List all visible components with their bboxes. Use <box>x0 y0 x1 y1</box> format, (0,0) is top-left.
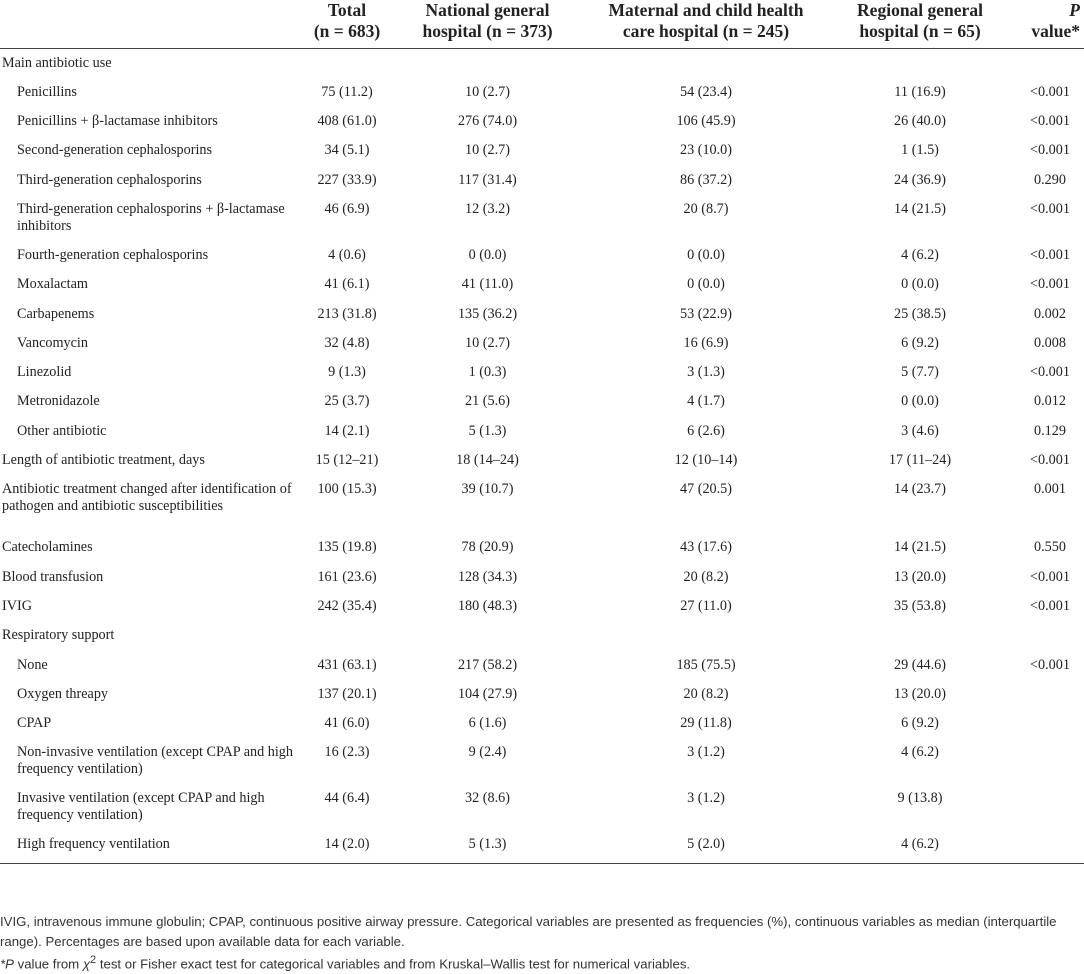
row-label: IVIG <box>2 597 32 614</box>
cell-total: 135 (19.8) <box>317 539 377 556</box>
cell-total: 25 (3.7) <box>324 393 370 410</box>
cell-p-value: <0.001 <box>1030 142 1070 159</box>
cell-total: 14 (2.0) <box>297 830 397 863</box>
table-row <box>0 680 1084 709</box>
row-label: Penicillins <box>17 83 77 100</box>
cell-national: 128 (34.3) <box>457 568 518 585</box>
row-label: Length of antibiotic treatment, days <box>2 452 205 469</box>
cell-maternal: 5 (2.0) <box>578 830 834 863</box>
cell-total: 137 (20.1) <box>317 685 377 702</box>
row-label: Carbapenems <box>17 305 95 322</box>
cell-total: 44 (6.4) <box>324 790 370 807</box>
header-national-line2: hospital (n = 373) <box>422 21 553 41</box>
table-row <box>0 475 1084 533</box>
cell-p-value: <0.001 <box>1030 246 1070 263</box>
header-regional-line2: hospital (n = 65) <box>859 21 981 41</box>
row-label: None <box>17 656 48 673</box>
cell-total: 34 (5.1) <box>324 142 370 159</box>
cell-regional: 13 (20.0) <box>893 685 946 702</box>
row-label: Third-generation cephalosporins <box>17 171 202 188</box>
cell-regional: 14 (23.7) <box>893 481 946 498</box>
header-regional-line1: Regional general <box>857 0 983 20</box>
row-label: Oxygen threapy <box>17 685 109 702</box>
cell-maternal: 29 (11.8) <box>680 715 732 732</box>
cell-national: 217 (58.2) <box>457 656 518 673</box>
cell-maternal: 0 (0.0) <box>687 276 725 293</box>
cell-maternal: 27 (11.0) <box>680 597 732 614</box>
cell-national: 41 (11.0) <box>461 276 514 293</box>
row-label: Blood transfusion <box>2 568 104 585</box>
cell-total: 75 (11.2) <box>321 83 373 100</box>
cell-regional: 6 (9.2) <box>901 715 939 732</box>
table-row <box>0 651 1084 680</box>
cell-national: 180 (48.3) <box>457 597 518 614</box>
table-row <box>0 136 1084 165</box>
cell-p-value: <0.001 <box>1030 364 1070 381</box>
header-maternal-line1: Maternal and child health <box>608 0 804 20</box>
table-row <box>0 830 1084 863</box>
cell-regional: 35 (53.8) <box>893 597 946 614</box>
row-label: Invasive ventilation (except CPAP and high frequency ventilation) <box>17 790 265 824</box>
cell-national: 10 (2.7) <box>465 83 510 100</box>
table-row <box>0 563 1084 592</box>
cell-total: 431 (63.1) <box>317 656 377 673</box>
cell-total: 242 (35.4) <box>317 597 377 614</box>
cell-p-value: <0.001 <box>1030 276 1070 293</box>
cell-national: 1 (0.3) <box>468 364 507 381</box>
cell-total: 4 (0.6) <box>328 246 366 263</box>
cell-national: 10 (2.7) <box>465 142 510 159</box>
cell-p-value: <0.001 <box>1030 200 1070 217</box>
cell-maternal <box>578 49 834 78</box>
cell-regional <box>834 621 1006 650</box>
row-label: Antibiotic treatment changed after identification of pathogen and antibiotic susceptibilities <box>2 481 292 515</box>
cell-national: 0 (0.0) <box>468 246 507 263</box>
table-row <box>0 784 1084 830</box>
row-label: Non-invasive ventilation (except CPAP and high frequency ventilation) <box>17 744 293 778</box>
cell-total: 14 (2.1) <box>324 422 370 439</box>
cell-national: 276 (74.0) <box>457 113 518 130</box>
table-row <box>0 166 1084 195</box>
footnote-chi-symbol: χ <box>82 956 91 972</box>
cell-maternal: 86 (37.2) <box>679 171 732 188</box>
cell-regional: 5 (7.7) <box>901 364 939 381</box>
header-p-value <box>1006 0 1084 49</box>
cell-maternal: 23 (10.0) <box>679 142 732 159</box>
table-row <box>0 709 1084 738</box>
cell-p-value: <0.001 <box>1030 113 1070 130</box>
cell-total <box>297 49 397 78</box>
cell-maternal: 20 (8.2) <box>683 568 729 585</box>
cell-national: 5 (1.3) <box>468 422 507 439</box>
footnote-p-mid: value from <box>13 956 83 972</box>
cell-p-value: <0.001 <box>1030 656 1070 673</box>
cell-regional: 26 (40.0) <box>893 113 946 130</box>
cell-national: 5 (1.3) <box>397 830 578 863</box>
row-label: Main antibiotic use <box>2 55 112 71</box>
cell-total: 16 (2.3) <box>324 744 370 761</box>
header-p-line1: P <box>1069 0 1080 20</box>
table-row <box>0 533 1084 562</box>
cell-regional: 4 (6.2) <box>834 830 1006 863</box>
cell-p-value <box>1006 49 1084 78</box>
table-footnotes <box>0 912 1084 974</box>
footnote-p-value <box>0 951 1084 974</box>
cell-maternal: 106 (45.9) <box>676 113 736 130</box>
cell-total: 32 (4.8) <box>324 334 370 351</box>
cell-maternal: 3 (1.2) <box>687 744 725 761</box>
cell-total <box>297 621 397 650</box>
cell-total: 100 (15.3) <box>317 481 377 498</box>
row-label: High frequency ventilation <box>0 830 297 863</box>
cell-national: 12 (3.2) <box>465 200 510 217</box>
cell-maternal: 6 (2.6) <box>687 422 725 439</box>
cell-regional: 14 (21.5) <box>893 200 946 217</box>
row-label: Third-generation cephalosporins + β-lactamase inhibitors <box>17 200 285 234</box>
cell-p-value: <0.001 <box>1030 568 1070 585</box>
row-label: Other antibiotic <box>17 422 107 439</box>
cell-p-value <box>1006 709 1084 738</box>
cell-regional: 0 (0.0) <box>901 393 939 410</box>
cell-regional: 14 (21.5) <box>893 539 946 556</box>
cell-national: 39 (10.7) <box>461 481 514 498</box>
cell-p-value: 0.129 <box>1034 422 1066 439</box>
header-label <box>0 0 297 49</box>
cell-national <box>397 49 578 78</box>
header-maternal-line2: care hospital (n = 245) <box>622 21 790 41</box>
row-label: CPAP <box>17 715 52 732</box>
cell-p-value <box>1006 784 1084 830</box>
row-label: Linezolid <box>17 364 72 381</box>
cell-maternal: 185 (75.5) <box>676 656 736 673</box>
cell-maternal: 54 (23.4) <box>679 83 732 100</box>
header-total <box>297 0 397 49</box>
table-row <box>0 592 1084 621</box>
cell-maternal <box>578 621 834 650</box>
cell-maternal: 20 (8.2) <box>683 685 729 702</box>
table-row <box>0 329 1084 358</box>
cell-regional: 3 (4.6) <box>901 422 939 439</box>
cell-p-value <box>1006 621 1084 650</box>
footnote-p-symbol: *P <box>0 956 14 972</box>
row-label: Metronidazole <box>17 393 100 410</box>
header-total-line2 <box>314 21 380 41</box>
cell-national: 6 (1.6) <box>468 715 507 732</box>
cell-p-value: <0.001 <box>1030 597 1070 614</box>
row-label: Catecholamines <box>2 539 93 556</box>
cell-regional: 24 (36.9) <box>893 171 946 188</box>
table-row <box>0 387 1084 416</box>
cell-total: 9 (1.3) <box>328 364 366 381</box>
cell-regional: 4 (6.2) <box>901 246 939 263</box>
cell-maternal: 4 (1.7) <box>687 393 725 410</box>
header-national <box>397 0 578 49</box>
footnote-p-rest: test or Fisher exact test for categorical variables and from Kruskal–Wallis test for numerical variables. <box>96 956 691 972</box>
cell-national: 78 (20.9) <box>461 539 514 556</box>
cell-national: 21 (5.6) <box>465 393 510 410</box>
cell-p-value: <0.001 <box>1030 83 1070 100</box>
table-body <box>0 49 1084 864</box>
cell-maternal: 3 (1.2) <box>687 790 725 807</box>
header-total-line2-text: (n = 683) <box>313 21 381 41</box>
row-label: Vancomycin <box>17 334 88 351</box>
cell-p-value: 0.001 <box>1034 481 1066 498</box>
cell-p-value: 0.002 <box>1034 305 1066 322</box>
header-regional <box>834 0 1006 49</box>
footnote-abbreviations: IVIG, intravenous immune globulin; CPAP, continuous positive airway pressure. Categorical variables are presented as frequencies (%), continuous variables as median (interquartile range). Percentages are based upon available data for each variable. <box>0 914 1057 949</box>
table-row <box>0 300 1084 329</box>
cell-maternal: 43 (17.6) <box>679 539 732 556</box>
cell-national: 9 (2.4) <box>468 744 507 761</box>
header-national-line1: National general <box>425 0 550 20</box>
cell-national: 104 (27.9) <box>457 685 518 702</box>
cell-national <box>397 621 578 650</box>
cell-national: 32 (8.6) <box>465 790 510 807</box>
cell-maternal: 0 (0.0) <box>687 246 725 263</box>
cell-maternal: 12 (10–14) <box>674 452 738 469</box>
cell-maternal: 20 (8.7) <box>683 200 729 217</box>
table-row <box>0 358 1084 387</box>
cell-total: 161 (23.6) <box>317 568 377 585</box>
header-maternal <box>578 0 834 49</box>
table-row <box>0 270 1084 299</box>
cell-p-value <box>1006 738 1084 784</box>
row-label: Second-generation cephalosporins <box>17 142 213 159</box>
table-row <box>0 78 1084 107</box>
cell-total: 408 (61.0) <box>317 113 377 130</box>
cell-total: 46 (6.9) <box>324 200 370 217</box>
table-row <box>0 241 1084 270</box>
cell-p-value: 0.550 <box>1034 539 1066 556</box>
cell-regional: 17 (11–24) <box>888 452 952 469</box>
cell-regional: 1 (1.5) <box>901 142 939 159</box>
row-label: Penicillins + β-lactamase inhibitors <box>17 113 218 130</box>
cell-regional: 0 (0.0) <box>901 276 939 293</box>
cell-national: 18 (14–24) <box>456 452 519 469</box>
table-row <box>0 107 1084 136</box>
cell-national: 135 (36.2) <box>457 305 518 322</box>
cell-p-value: 0.290 <box>1034 171 1066 188</box>
table-row <box>0 417 1084 446</box>
table-row <box>0 621 1084 650</box>
header-row <box>0 0 1084 49</box>
cell-maternal: 3 (1.3) <box>687 364 725 381</box>
cell-total: 41 (6.0) <box>324 715 370 732</box>
cell-regional: 29 (44.6) <box>893 656 946 673</box>
table-row <box>0 49 1084 78</box>
cell-regional: 25 (38.5) <box>893 305 946 322</box>
cell-national: 117 (31.4) <box>458 171 517 188</box>
cell-maternal: 47 (20.5) <box>679 481 732 498</box>
cell-regional: 13 (20.0) <box>893 568 946 585</box>
cell-regional: 9 (13.8) <box>897 790 943 807</box>
cell-national: 10 (2.7) <box>465 334 510 351</box>
cell-total: 41 (6.1) <box>324 276 370 293</box>
cell-p-value <box>1006 680 1084 709</box>
header-p-line2: value* <box>1031 21 1080 41</box>
header-total-line1: Total <box>327 0 367 20</box>
row-label: Respiratory support <box>2 627 115 644</box>
cell-maternal: 16 (6.9) <box>683 334 729 351</box>
cell-p-value <box>1006 830 1084 863</box>
cell-p-value: 0.012 <box>1034 393 1066 410</box>
cell-maternal: 53 (22.9) <box>679 305 732 322</box>
table-row <box>0 446 1084 475</box>
cell-total: 15 (12–21) <box>315 452 379 469</box>
cell-total: 213 (31.8) <box>317 305 377 322</box>
cell-regional: 11 (16.9) <box>894 83 946 100</box>
cell-p-value: <0.001 <box>1030 452 1070 469</box>
cell-total: 227 (33.9) <box>317 171 377 188</box>
footnote-chi-sup: 2 <box>90 954 97 966</box>
cell-p-value: 0.008 <box>1034 334 1066 351</box>
row-label: Fourth-generation cephalosporins <box>17 246 209 263</box>
table-row <box>0 195 1084 241</box>
cell-regional: 4 (6.2) <box>901 744 939 761</box>
cell-regional: 6 (9.2) <box>901 334 939 351</box>
table-row <box>0 738 1084 784</box>
cell-regional <box>834 49 1006 78</box>
row-label: Moxalactam <box>17 276 88 293</box>
